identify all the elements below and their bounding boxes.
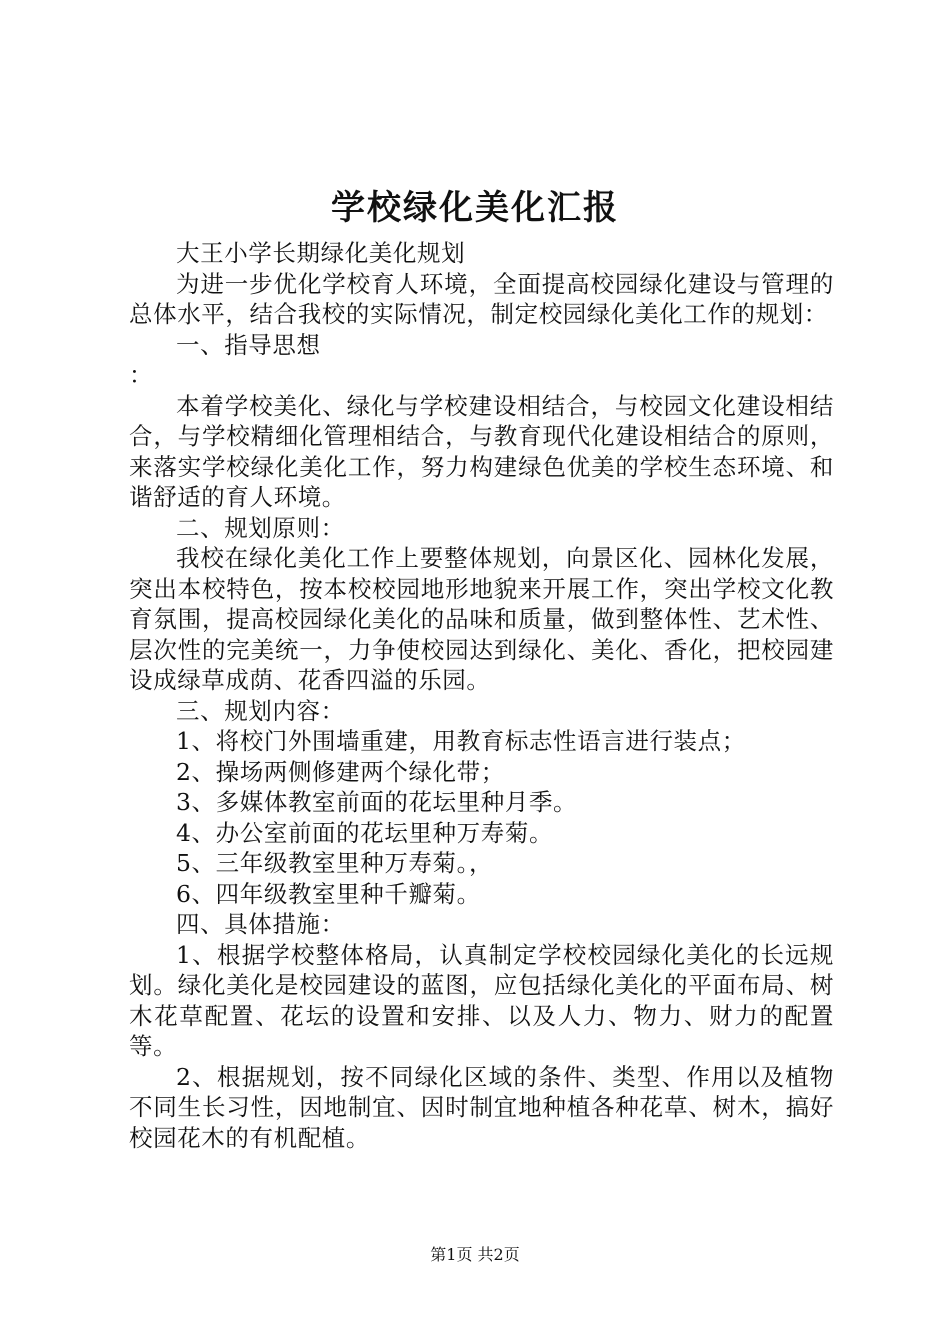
heading-guiding-ideology: 一、指导思想 [176,330,321,359]
list-item-6: 6、四年级教室里种千瓣菊。 [176,879,481,908]
heading-planning-content: 三、规划内容： [176,696,345,725]
list-item-3: 3、多媒体教室前面的花坛里种月季。 [176,788,578,816]
paragraph-intro: 为进一步优化学校育人环境，全面提高校园绿化建设与管理的总体水平，结合我校的实际情况，制定校园绿化美化工作的规划： [129,269,834,328]
document-body [129,238,834,1153]
list-item-2: 2、操场两侧修建两个绿化带； [176,757,505,786]
paragraph-measure-2: 2、根据规划，按不同绿化区域的条件、类型、作用以及植物不同生长习性，因地制宜、因时制宜地种植各种花草、树木，搞好校园花木的有机配植。 [129,1062,834,1152]
list-item-4: 4、办公室前面的花坛里种万寿菊。 [176,818,554,847]
list-item-5: 5、三年级教室里种万寿菊。， [176,849,494,877]
paragraph-colon: ： [129,361,154,389]
document-title: 学校绿化美化汇报 [331,188,619,228]
page-footer: 第1页 共2页 [430,1245,520,1264]
heading-planning-principles: 二、规划原则： [176,513,345,542]
heading-specific-measures: 四、具体措施： [176,910,345,938]
list-item-1: 1、将校门外围墙重建，用教育标志性语言进行装点； [176,727,746,755]
paragraph-guiding-content: 本着学校美化、绿化与学校建设相结合，与校园文化建设相结合，与学校精细化管理相结合，与教育现代化建设相结合的原则，来落实学校绿化美化工作，努力构建绿色优美的学校生态环境、和谐舒适的育人环境。 [129,391,834,511]
paragraph-principles-content: 我校在绿化美化工作上要整体规划，向景区化、园林化发展，突出本校特色，按本校校园地形地貌来开展工作，突出学校文化教育氛围，提高校园绿化美化的品味和质量，做到整体性、艺术性、层次性的完美统一，力争使校园达到绿化、美化、香化，把校园建设成绿草成荫、花香四溢的乐园。 [129,544,834,694]
paragraph-plan-name: 大王小学长期绿化美化规划 [176,239,466,267]
paragraph-measure-1: 1、根据学校整体格局，认真制定学校校园绿化美化的长远规划。绿化美化是校园建设的蓝图，应包括绿化美化的平面布局、树木花草配置、花坛的设置和安排、以及人力、物力、财力的配置等。 [129,940,834,1060]
